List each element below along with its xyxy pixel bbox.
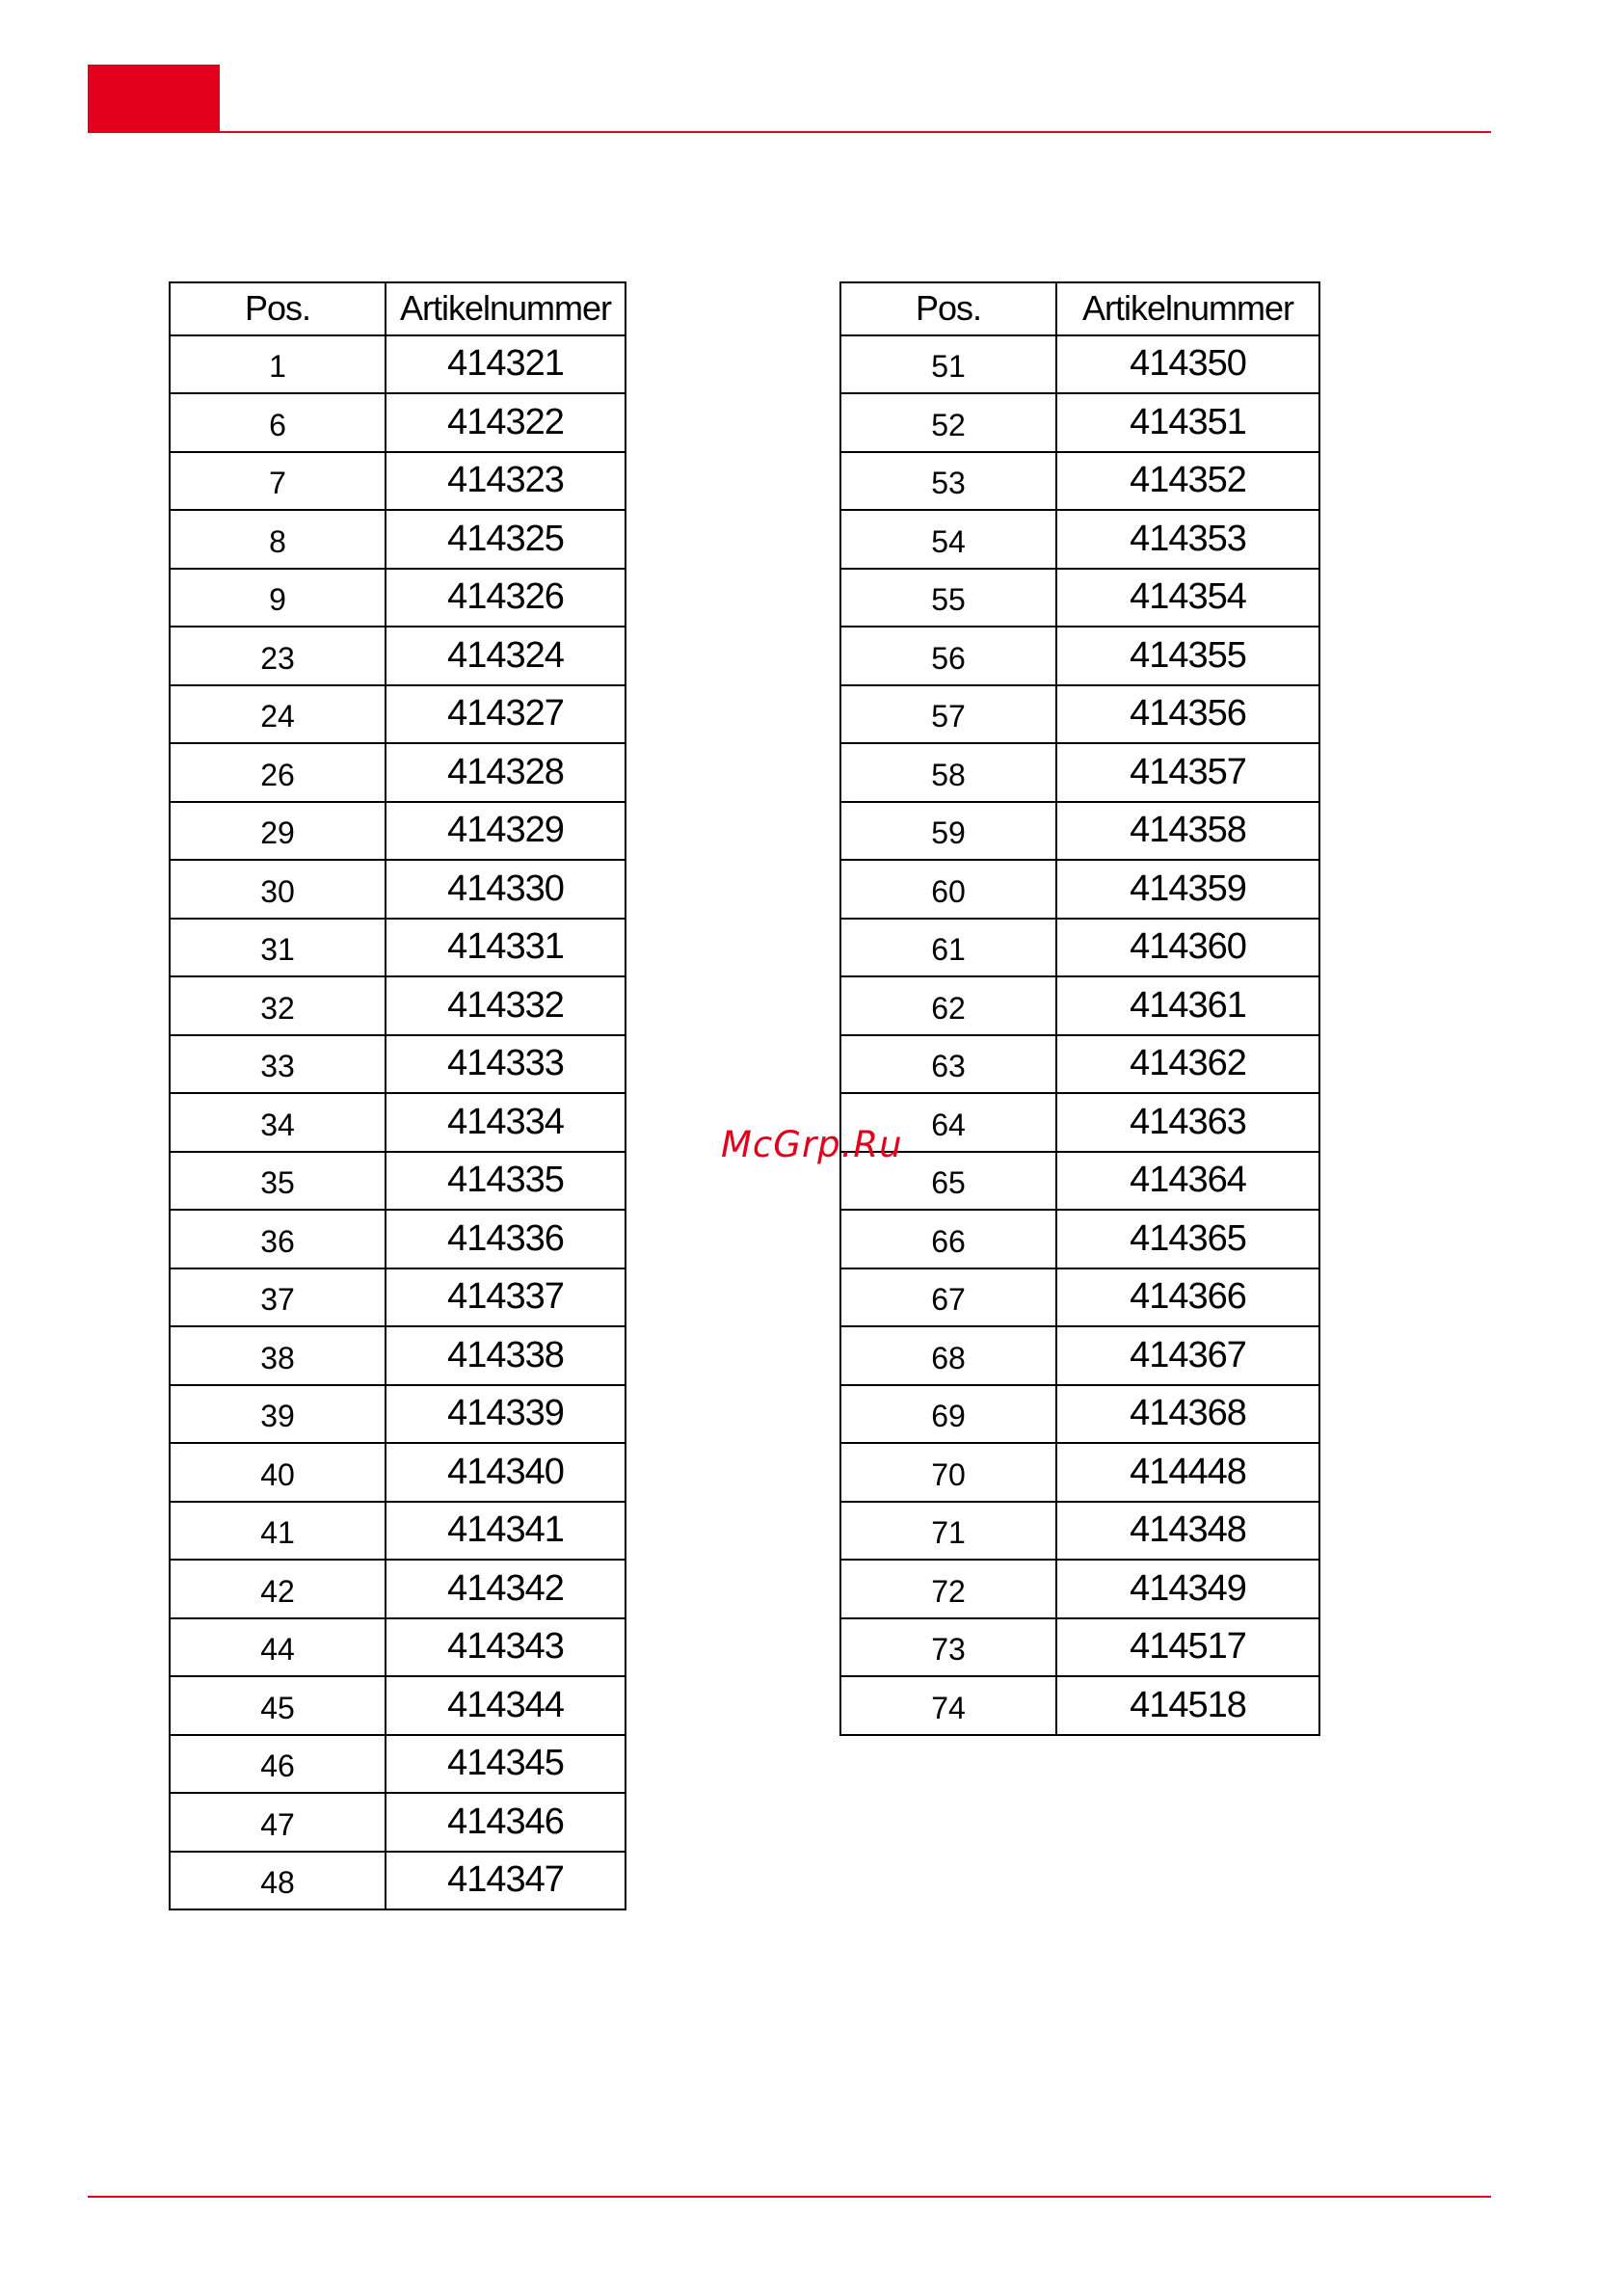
position-number: 60: [840, 860, 1056, 919]
table-row: [170, 569, 626, 627]
article-number: 414356: [1056, 685, 1319, 744]
table-row: [170, 1502, 626, 1561]
position-number: 59: [840, 802, 1056, 861]
table-row: [170, 393, 626, 452]
table-row: [170, 860, 626, 919]
table-row: [840, 1093, 1319, 1152]
table-row: [840, 1268, 1319, 1327]
article-number: 414340: [386, 1443, 626, 1502]
table-row: [170, 1268, 626, 1327]
table-row: [840, 1035, 1319, 1094]
article-number: 414337: [386, 1268, 626, 1327]
table-row: [840, 1676, 1319, 1735]
position-number: 6: [170, 393, 386, 452]
position-number: 56: [840, 627, 1056, 685]
position-number: 31: [170, 919, 386, 977]
table-row: [170, 976, 626, 1035]
position-number: 62: [840, 976, 1056, 1035]
table-row: [170, 685, 626, 744]
table-row: [170, 1793, 626, 1852]
article-number: 414360: [1056, 919, 1319, 977]
table-row: [840, 1443, 1319, 1502]
position-number: 41: [170, 1502, 386, 1561]
position-number: 1: [170, 335, 386, 394]
position-number: 66: [840, 1210, 1056, 1268]
position-number: 32: [170, 976, 386, 1035]
table-row: [840, 1560, 1319, 1618]
table-row: [170, 1385, 626, 1444]
article-number: 414329: [386, 802, 626, 861]
position-number: 51: [840, 335, 1056, 394]
article-number: 414323: [386, 452, 626, 511]
position-number: 68: [840, 1326, 1056, 1385]
position-number: 58: [840, 743, 1056, 802]
table-row: [170, 1152, 626, 1211]
column-header-pos: Pos.: [840, 282, 1056, 335]
article-number: 414364: [1056, 1152, 1319, 1211]
article-number: 414346: [386, 1793, 626, 1852]
table-row: [840, 802, 1319, 861]
position-number: 57: [840, 685, 1056, 744]
article-number: 414357: [1056, 743, 1319, 802]
table-row: [170, 1443, 626, 1502]
table-row: [170, 802, 626, 861]
table-row: [840, 1618, 1319, 1677]
article-number: 414350: [1056, 335, 1319, 394]
article-number: 414330: [386, 860, 626, 919]
position-number: 55: [840, 569, 1056, 627]
article-number: 414347: [386, 1852, 626, 1910]
article-number: 414358: [1056, 802, 1319, 861]
article-number: 414348: [1056, 1502, 1319, 1561]
position-number: 67: [840, 1268, 1056, 1327]
column-header-pos: Pos.: [170, 282, 386, 335]
position-number: 9: [170, 569, 386, 627]
table-row: [170, 1735, 626, 1794]
column-header-artikelnummer: Artikelnummer: [386, 282, 626, 335]
position-number: 7: [170, 452, 386, 511]
article-number: 414448: [1056, 1443, 1319, 1502]
article-number: 414326: [386, 569, 626, 627]
article-number: 414354: [1056, 569, 1319, 627]
article-number: 414351: [1056, 393, 1319, 452]
position-number: 74: [840, 1676, 1056, 1735]
article-number: 414363: [1056, 1093, 1319, 1152]
table-row: [170, 1210, 626, 1268]
parts-table-left: [169, 281, 626, 1910]
position-number: 40: [170, 1443, 386, 1502]
table-row: [840, 743, 1319, 802]
table-row: [840, 976, 1319, 1035]
table-row: [840, 627, 1319, 685]
article-number: 414327: [386, 685, 626, 744]
footer-rule: [88, 2196, 1491, 2198]
brand-color-block: [88, 65, 220, 132]
table-row: [170, 1093, 626, 1152]
article-number: 414362: [1056, 1035, 1319, 1094]
parts-table-right: [839, 281, 1320, 1736]
article-number: 414333: [386, 1035, 626, 1094]
position-number: 39: [170, 1385, 386, 1444]
article-number: 414332: [386, 976, 626, 1035]
article-number: 414341: [386, 1502, 626, 1561]
article-number: 414349: [1056, 1560, 1319, 1618]
table-row: [840, 1152, 1319, 1211]
article-number: 414321: [386, 335, 626, 394]
watermark-text: McGrp.Ru: [721, 1124, 903, 1165]
table-row: [170, 1035, 626, 1094]
table-row: [840, 1502, 1319, 1561]
article-number: 414368: [1056, 1385, 1319, 1444]
article-number: 414331: [386, 919, 626, 977]
article-number: 414352: [1056, 452, 1319, 511]
position-number: 44: [170, 1618, 386, 1677]
position-number: 72: [840, 1560, 1056, 1618]
position-number: 65: [840, 1152, 1056, 1211]
table-row: [170, 335, 626, 394]
table-row: [840, 393, 1319, 452]
article-number: 414353: [1056, 510, 1319, 569]
article-number: 414328: [386, 743, 626, 802]
table-row: [840, 919, 1319, 977]
position-number: 61: [840, 919, 1056, 977]
position-number: 45: [170, 1676, 386, 1735]
article-number: 414324: [386, 627, 626, 685]
position-number: 35: [170, 1152, 386, 1211]
table-row: [840, 335, 1319, 394]
position-number: 37: [170, 1268, 386, 1327]
article-number: 414365: [1056, 1210, 1319, 1268]
table-row: [840, 452, 1319, 511]
position-number: 42: [170, 1560, 386, 1618]
position-number: 73: [840, 1618, 1056, 1677]
header-rule: [88, 131, 1491, 133]
position-number: 36: [170, 1210, 386, 1268]
position-number: 34: [170, 1093, 386, 1152]
article-number: 414335: [386, 1152, 626, 1211]
position-number: 23: [170, 627, 386, 685]
article-number: 414338: [386, 1326, 626, 1385]
table-row: [170, 1560, 626, 1618]
article-number: 414325: [386, 510, 626, 569]
column-header-artikelnummer: Artikelnummer: [1056, 282, 1319, 335]
article-number: 414361: [1056, 976, 1319, 1035]
article-number: 414367: [1056, 1326, 1319, 1385]
table-row: [840, 510, 1319, 569]
position-number: 71: [840, 1502, 1056, 1561]
table-row: [840, 685, 1319, 744]
table-row: [170, 1852, 626, 1910]
position-number: 63: [840, 1035, 1056, 1094]
table-row: [170, 1676, 626, 1735]
table-header-row: [840, 282, 1319, 335]
position-number: 53: [840, 452, 1056, 511]
position-number: 54: [840, 510, 1056, 569]
article-number: 414342: [386, 1560, 626, 1618]
position-number: 24: [170, 685, 386, 744]
position-number: 52: [840, 393, 1056, 452]
table-row: [170, 743, 626, 802]
table-row: [170, 452, 626, 511]
article-number: 414359: [1056, 860, 1319, 919]
position-number: 64: [840, 1093, 1056, 1152]
article-number: 414322: [386, 393, 626, 452]
position-number: 33: [170, 1035, 386, 1094]
article-number: 414366: [1056, 1268, 1319, 1327]
article-number: 414344: [386, 1676, 626, 1735]
position-number: 30: [170, 860, 386, 919]
article-number: 414355: [1056, 627, 1319, 685]
table-row: [840, 569, 1319, 627]
position-number: 29: [170, 802, 386, 861]
position-number: 8: [170, 510, 386, 569]
position-number: 70: [840, 1443, 1056, 1502]
position-number: 46: [170, 1735, 386, 1794]
article-number: 414517: [1056, 1618, 1319, 1677]
article-number: 414334: [386, 1093, 626, 1152]
position-number: 38: [170, 1326, 386, 1385]
table-row: [840, 1385, 1319, 1444]
article-number: 414518: [1056, 1676, 1319, 1735]
table-row: [840, 860, 1319, 919]
table-row: [170, 1618, 626, 1677]
table-row: [840, 1210, 1319, 1268]
article-number: 414343: [386, 1618, 626, 1677]
table-row: [170, 627, 626, 685]
table-row: [170, 1326, 626, 1385]
table-header-row: [170, 282, 626, 335]
table-row: [170, 510, 626, 569]
position-number: 47: [170, 1793, 386, 1852]
article-number: 414345: [386, 1735, 626, 1794]
table-row: [170, 919, 626, 977]
article-number: 414336: [386, 1210, 626, 1268]
table-row: [840, 1326, 1319, 1385]
position-number: 48: [170, 1852, 386, 1910]
position-number: 69: [840, 1385, 1056, 1444]
position-number: 26: [170, 743, 386, 802]
article-number: 414339: [386, 1385, 626, 1444]
